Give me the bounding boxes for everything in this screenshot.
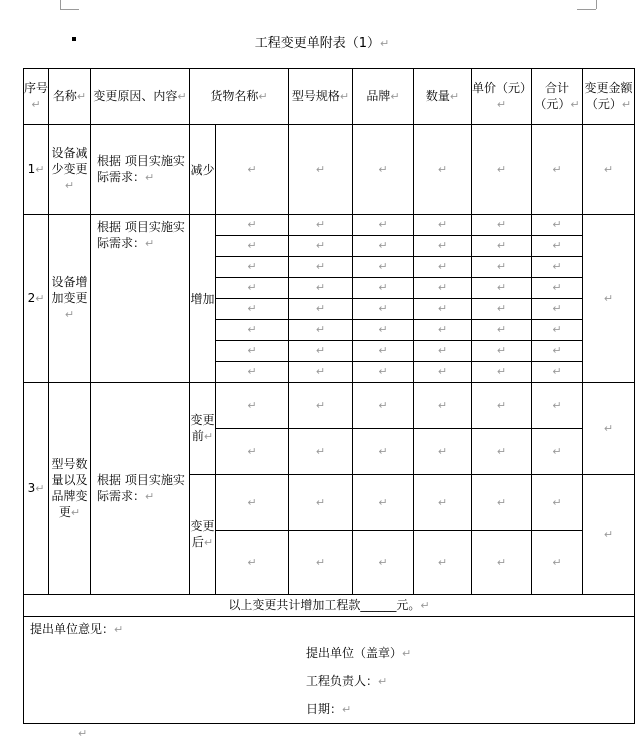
- row-after: 变更后↵: [190, 475, 216, 595]
- cell-model: ↵: [289, 531, 353, 595]
- header-change-amount: 变更金额（元）↵: [583, 69, 635, 125]
- crop-mark-left-h: [60, 9, 79, 10]
- cell-unit-price: ↵: [472, 236, 532, 257]
- crop-mark-left: [60, 0, 61, 9]
- header-unit-price: 单价（元）↵: [472, 69, 532, 125]
- submit-unit-label: 提出单位（盖章）↵: [306, 646, 412, 660]
- cell-brand: ↵: [353, 475, 414, 531]
- cell-unit-price: ↵: [472, 362, 532, 383]
- cell-subtotal: ↵: [532, 236, 583, 257]
- paragraph-mark: ↵: [78, 727, 88, 740]
- cell-model: ↵: [289, 299, 353, 320]
- cell-unit-price: ↵: [472, 278, 532, 299]
- cell-unit-price: ↵: [472, 257, 532, 278]
- cell-subtotal: ↵: [532, 299, 583, 320]
- cell-goods: ↵: [216, 215, 289, 236]
- cell-goods: ↵: [216, 320, 289, 341]
- cell-unit-price: ↵: [472, 531, 532, 595]
- page-title: 工程变更单附表（1）↵: [254, 36, 390, 51]
- cell-brand: ↵: [353, 429, 414, 475]
- header-seq: 序号↵: [24, 69, 49, 125]
- cell-model: ↵: [289, 236, 353, 257]
- cell-qty: ↵: [414, 278, 472, 299]
- row-seq: 2↵: [24, 215, 49, 383]
- header-reason: 变更原因、内容↵: [91, 69, 190, 125]
- cell-subtotal: ↵: [532, 320, 583, 341]
- cell-brand: ↵: [353, 531, 414, 595]
- cell-qty: ↵: [414, 362, 472, 383]
- cell-subtotal: ↵: [532, 215, 583, 236]
- cell-goods: ↵: [216, 475, 289, 531]
- row-reason: 根据 项目实施实际需求：↵: [91, 383, 190, 595]
- cell-qty: ↵: [414, 383, 472, 429]
- cell-brand: ↵: [353, 362, 414, 383]
- cell-subtotal: ↵: [532, 125, 583, 215]
- cell-brand: ↵: [353, 341, 414, 362]
- opinion-label: 提出单位意见：↵: [30, 622, 124, 636]
- total-row: [24, 595, 635, 617]
- table-row: [24, 125, 635, 215]
- row-reason: 根据 项目实施实际需求：↵: [91, 125, 190, 215]
- cell-brand: ↵: [353, 257, 414, 278]
- opinion-cell: [24, 617, 635, 724]
- cell-subtotal: ↵: [532, 257, 583, 278]
- row-name: 设备减少变更↵: [49, 125, 91, 215]
- cell-goods: ↵: [216, 257, 289, 278]
- date-label: 日期：↵: [306, 702, 352, 716]
- cell-brand: ↵: [353, 299, 414, 320]
- cell-brand: ↵: [353, 215, 414, 236]
- header-name: 名称↵: [49, 69, 91, 125]
- cell-brand: ↵: [353, 383, 414, 429]
- cell-unit-price: ↵: [472, 299, 532, 320]
- cell-model: ↵: [289, 383, 353, 429]
- crop-mark-right-h: [577, 9, 596, 10]
- header-qty: 数量↵: [414, 69, 472, 125]
- cell-unit-price: ↵: [472, 320, 532, 341]
- cell-qty: ↵: [414, 125, 472, 215]
- cell-change-amount: ↵: [583, 125, 635, 215]
- row-name: 设备增加变更↵: [49, 215, 91, 383]
- row-seq: 3↵: [24, 383, 49, 595]
- cell-brand: ↵: [353, 125, 414, 215]
- cell-unit-price: ↵: [472, 215, 532, 236]
- cell-goods: ↵: [216, 341, 289, 362]
- row-seq: 1↵: [24, 125, 49, 215]
- cell-goods: ↵: [216, 362, 289, 383]
- cell-goods: ↵: [216, 125, 289, 215]
- header-subtotal: 合计（元）↵: [532, 69, 583, 125]
- cell-goods: ↵: [216, 383, 289, 429]
- cell-subtotal: ↵: [532, 383, 583, 429]
- cell-brand: ↵: [353, 278, 414, 299]
- cell-brand: ↵: [353, 320, 414, 341]
- cell-qty: ↵: [414, 257, 472, 278]
- cell-qty: ↵: [414, 299, 472, 320]
- cell-qty: ↵: [414, 475, 472, 531]
- cell-brand: ↵: [353, 236, 414, 257]
- manager-label: 工程负责人：↵: [306, 674, 388, 688]
- row-name: 型号数量以及品牌变更↵: [49, 383, 91, 595]
- cell-change-amount: ↵: [583, 215, 635, 383]
- cell-subtotal: ↵: [532, 475, 583, 531]
- cell-qty: ↵: [414, 320, 472, 341]
- cell-goods: ↵: [216, 429, 289, 475]
- cell-model: ↵: [289, 429, 353, 475]
- cell-qty: ↵: [414, 215, 472, 236]
- cell-goods: ↵: [216, 278, 289, 299]
- total-text: 以上变更共计增加工程款______元。↵: [24, 595, 635, 617]
- cell-subtotal: ↵: [532, 362, 583, 383]
- cell-change-amount: ↵: [583, 383, 635, 475]
- header-brand: 品牌↵: [353, 69, 414, 125]
- cell-model: ↵: [289, 320, 353, 341]
- cell-qty: ↵: [414, 429, 472, 475]
- cell-model: ↵: [289, 215, 353, 236]
- header-row: [24, 69, 635, 125]
- cell-change-amount: ↵: [583, 475, 635, 595]
- table-row: [24, 383, 635, 429]
- row-reason: 根据 项目实施实际需求：↵: [91, 215, 190, 383]
- header-model: 型号规格↵: [289, 69, 353, 125]
- cell-model: ↵: [289, 341, 353, 362]
- cell-unit-price: ↵: [472, 341, 532, 362]
- table-row: [24, 215, 635, 236]
- cell-model: ↵: [289, 125, 353, 215]
- cell-model: ↵: [289, 257, 353, 278]
- cell-goods: ↵: [216, 299, 289, 320]
- cell-model: ↵: [289, 362, 353, 383]
- row-action: 增加: [190, 215, 216, 383]
- cell-subtotal: ↵: [532, 531, 583, 595]
- change-order-table: [23, 68, 635, 724]
- cell-model: ↵: [289, 278, 353, 299]
- opinion-row: [24, 617, 635, 724]
- cell-model: ↵: [289, 475, 353, 531]
- cell-unit-price: ↵: [472, 125, 532, 215]
- cell-subtotal: ↵: [532, 429, 583, 475]
- cell-qty: ↵: [414, 236, 472, 257]
- cell-goods: ↵: [216, 531, 289, 595]
- cell-qty: ↵: [414, 341, 472, 362]
- header-goods: 货物名称↵: [190, 69, 289, 125]
- cell-subtotal: ↵: [532, 278, 583, 299]
- cell-subtotal: ↵: [532, 341, 583, 362]
- cell-qty: ↵: [414, 531, 472, 595]
- cell-unit-price: ↵: [472, 429, 532, 475]
- row-action: 减少: [190, 125, 216, 215]
- crop-mark-right: [596, 0, 597, 9]
- cell-goods: ↵: [216, 236, 289, 257]
- cell-unit-price: ↵: [472, 475, 532, 531]
- row-before: 变更前↵: [190, 383, 216, 475]
- cell-unit-price: ↵: [472, 383, 532, 429]
